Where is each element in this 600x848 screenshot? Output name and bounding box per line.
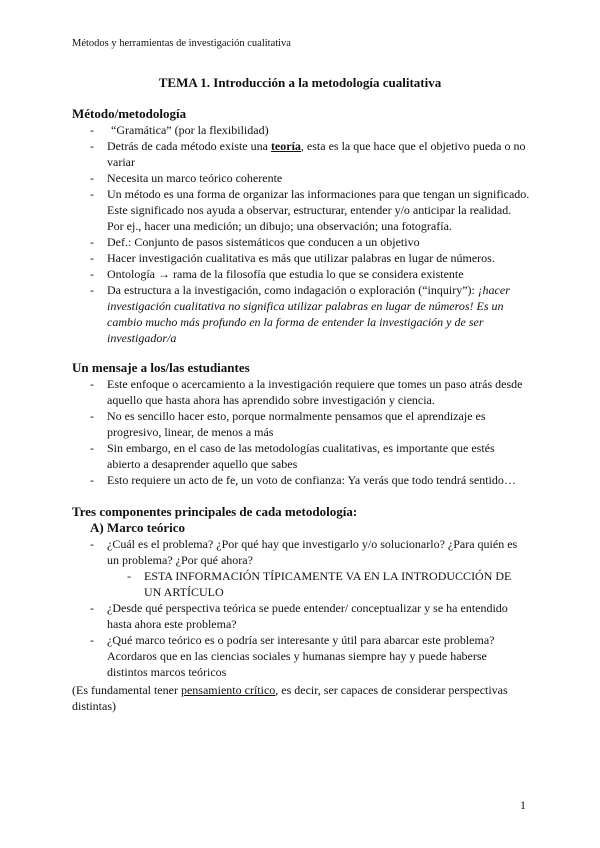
bullet-dash: - <box>90 633 94 647</box>
running-header: Métodos y herramientas de investigación cualitativa <box>72 38 291 49</box>
bullet-dash: - <box>90 441 94 455</box>
list-item <box>90 376 530 408</box>
list-item-text: Def.: Conjunto de pasos sistemáticos que conducen a un objetivo <box>107 235 420 249</box>
list-item <box>90 266 530 282</box>
list-item-text: Hacer investigación cualitativa es más que utilizar palabras en lugar de números. <box>107 251 495 265</box>
list-item <box>90 122 530 138</box>
list-item-text: Un método es una forma de organizar las informaciones para que tengan un significado. Este significado nos ayuda a observar, estructurar, entender y/o anticipar la realidad. Por ej., hacer una medición; un dibujo; una observación; una fotografía. <box>107 187 530 233</box>
bullet-dash: - <box>90 139 94 153</box>
bullet-dash: - <box>90 251 94 265</box>
subsection-heading-marco-teorico: A) Marco teórico <box>90 520 186 535</box>
list-item-text: Este enfoque o acercamiento a la investigación requiere que tomes un paso atrás desde aquello que hasta ahora has aprendido sobre investigación y ciencia. <box>107 377 523 407</box>
list-item-text: Detrás de cada método existe una teoría, esta es la que hace que el objetivo pueda o no variar <box>107 139 526 169</box>
bullet-dash: - <box>90 473 94 487</box>
bullet-dash: - <box>90 409 94 423</box>
list-item-text: ¿Qué marco teórico es o podría ser interesante y útil para abarcar este problema? Acordaros que en las ciencias sociales y humanas siempre hay y puede haberse distintos marcos teóricos <box>107 633 495 679</box>
list-item-text: ¿Cuál es el problema? ¿Por qué hay que investigarlo y/o solucionarlo? ¿Para quién es un problema? ¿Por qué ahora? <box>107 537 518 567</box>
closing-note: (Es fundamental tener pensamiento crítico, es decir, ser capaces de considerar perspectivas distintas) <box>72 683 508 713</box>
list-item-text: ¿Desde qué perspectiva teórica se puede entender/ conceptualizar y se ha entendido hasta ahora este problema? <box>107 601 508 631</box>
bullet-dash: - <box>90 377 94 391</box>
list-item-text: “Gramática” (por la flexibilidad) <box>111 123 269 137</box>
list-item-text: Ontología → rama de la filosofía que estudia lo que se considera existente <box>107 267 464 281</box>
section-heading-metodo: Método/metodología <box>72 106 187 121</box>
list-item-text: Necesita un marco teórico coherente <box>107 171 283 185</box>
italic-emphasis: ¡hacer investigación cualitativa no significa utilizar palabras en lugar de números! Es un cambio mucho más profundo en la forma de entender la investigación y de ser investigador/a <box>107 283 510 345</box>
list-item <box>90 186 530 234</box>
bullet-dash: - <box>90 283 94 297</box>
page-title: TEMA 1. Introducción a la metodología cualitativa <box>158 75 442 90</box>
bullet-dash: - <box>90 187 94 201</box>
list-item <box>90 250 530 266</box>
emphasis-teoria: teoría <box>270 139 301 153</box>
underlined-pensamiento-critico: pensamiento crítico <box>180 683 276 697</box>
list-item <box>90 234 530 250</box>
section-heading-componentes: Tres componentes principales de cada metodología: <box>72 504 358 519</box>
nested-list-item <box>127 568 527 600</box>
list-item <box>90 472 530 488</box>
bullet-dash: - <box>90 171 94 185</box>
list-item-text: Esto requiere un acto de fe, un voto de confianza: Ya verás que todo tendrá sentido… <box>107 473 516 487</box>
bullet-dash: - <box>90 235 94 249</box>
list-item <box>90 632 530 680</box>
bullet-dash: - <box>90 537 94 551</box>
bullet-dash: - <box>90 267 94 281</box>
list-item <box>90 440 530 472</box>
list-item-text: Da estructura a la investigación, como indagación o exploración (“inquiry”): ¡hacer investigación cualitativa no significa utilizar palabras en lugar de números! Es un cambio mucho más profundo en la forma de entender la investigación y de ser investigador/a <box>107 283 510 345</box>
list-item <box>90 282 530 346</box>
bullet-dash: - <box>90 123 94 137</box>
list-item <box>90 600 530 632</box>
section-heading-mensaje: Un mensaje a los/las estudiantes <box>72 360 250 375</box>
bullet-dash: - <box>127 569 131 583</box>
list-item <box>90 536 530 568</box>
list-item-text: Sin embargo, en el caso de las metodologías cualitativas, es importante que estés abierto a desaprender aquello que sabes <box>107 441 495 471</box>
list-item <box>90 170 530 186</box>
list-item <box>90 138 530 170</box>
page-number: 1 <box>520 798 526 812</box>
list-item <box>90 408 530 440</box>
list-item-text: ESTA INFORMACIÓN TÍPICAMENTE VA EN LA INTRODUCCIÓN DE UN ARTÍCULO <box>144 569 512 599</box>
bullet-dash: - <box>90 601 94 615</box>
list-item-text: No es sencillo hacer esto, porque normalmente pensamos que el aprendizaje es progresivo, linear, de menos a más <box>107 409 486 439</box>
